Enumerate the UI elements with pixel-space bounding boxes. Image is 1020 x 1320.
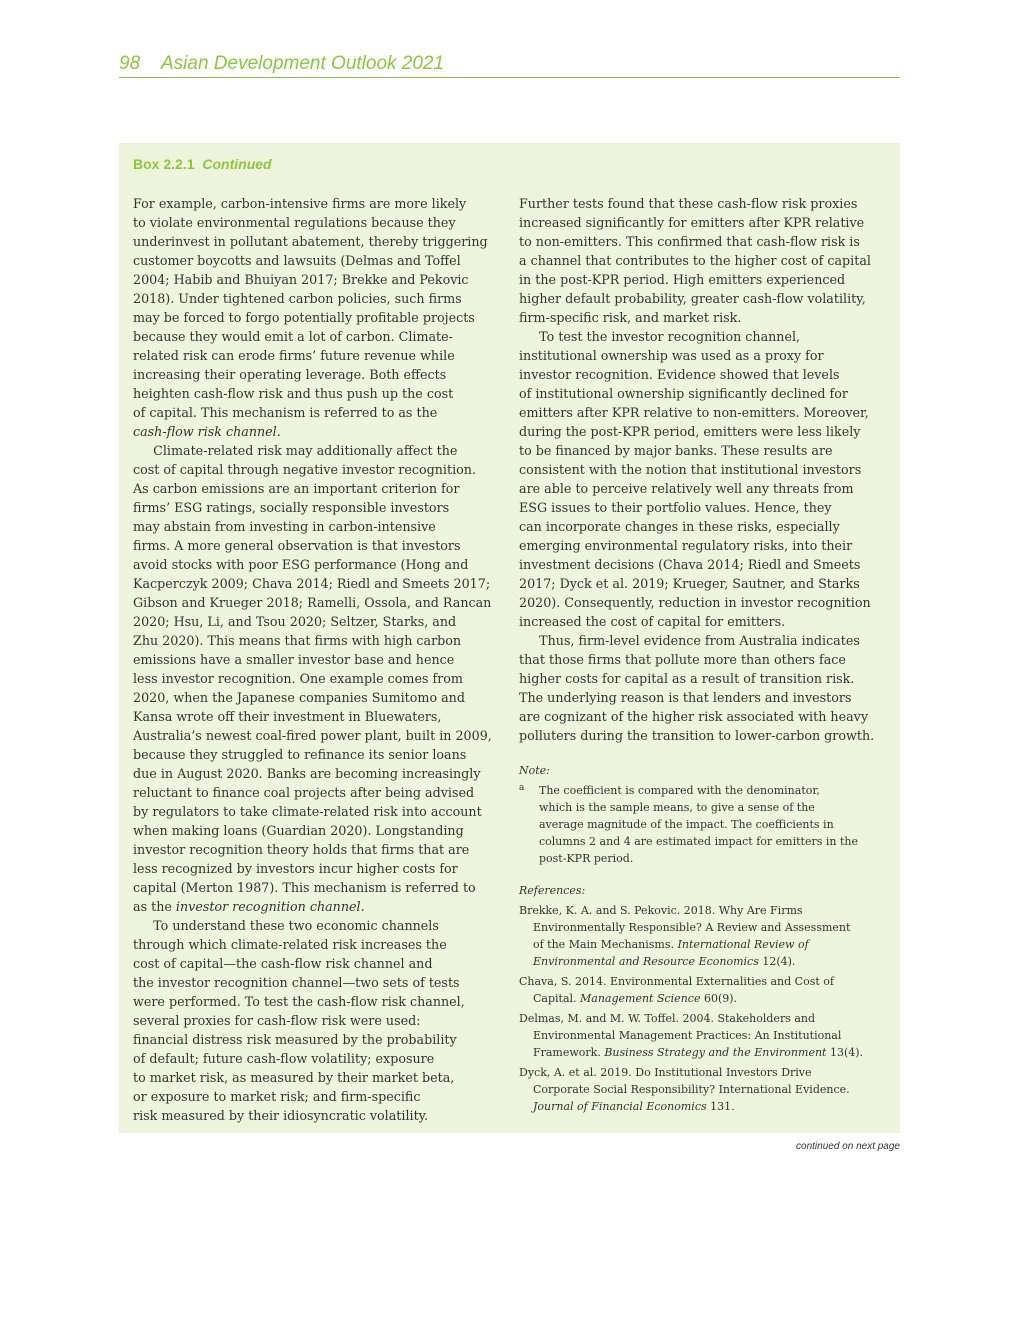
box-title	[133, 156, 272, 172]
footnote: a The coefficient is compared with the denominator, which is the sample means, to give a sense of the average magnitude of the impact. The coefficients in columns 2 and 4 are estimated impact for emitters in the post-KPR period.	[519, 782, 889, 867]
paragraph: For example, carbon-intensive firms are more likely to violate environmental regulations because they underinvest in pollutant abatement, thereby triggering customer boycotts and lawsuits (Delmas and Toffel 2004; Habib and Bhuiyan 2017; Brekke and Pekovic 2018). Under tightened carbon policies, such firms may be forced to forgo potentially profitable projects because they would emit a lot of carbon. Climate- related risk can erode firms’ future revenue while increasing their operating leverage. Both effects heighten cash-flow risk and thus push up the cost of capital. This mechanism is referred to as the cash-flow risk channel.	[133, 196, 488, 439]
reference-item: Dyck, A. et al. 2019. Do Institutional Investors Drive Corporate Social Responsibility? International Evidence. Journal of Financial Economics 131.	[519, 1066, 850, 1113]
paragraph: Climate-related risk may additionally affect the cost of capital through negative investor recognition. As carbon emissions are an important criterion for firms’ ESG ratings, socially responsible investors may abstain from investing in carbon-intensive firms. A more general observation is that investors avoid stocks with poor ESG performance (Hong and Kacperczyk 2009; Chava 2014; Riedl and Smeets 2017; Gibson and Krueger 2018; Ramelli, Ossola, and Rancan 2020; Hsu, Li, and Tsou 2020; Seltzer, Starks, and Zhu 2020). This means that firms with high carbon emissions have a smaller investor base and hence less investor recognition. One example comes from 2020, when the Japanese companies Sumitomo and Kansa wrote off their investment in Bluewaters, Australia’s newest coal-fired power plant, built in 2009, because they struggled to refinance its senior loans due in August 2020. Banks are becoming increasingly reluctant to finance coal projects after being advised by regulators to take climate-related risk into account when making loans (Guardian 2020). Longstanding investor recognition theory holds that firms that are less recognized by investors incur higher costs for capital (Merton 1987). This mechanism is referred to as the investor recognition channel.	[133, 443, 492, 914]
right-column	[519, 194, 889, 1115]
reference-item: Brekke, K. A. and S. Pekovic. 2018. Why Are Firms Environmentally Responsible? A Review and Assessment of the Main Mechanisms. International Review of Environmental and Resource Economics 12(4).	[519, 904, 851, 968]
box-status: Continued	[202, 156, 272, 172]
running-header	[119, 50, 900, 78]
note-heading: Note:	[519, 764, 550, 777]
continued-notice: continued on next page	[796, 1141, 900, 1152]
paragraph: Further tests found that these cash-flow risk proxies increased significantly for emitters after KPR relative to non-emitters. This confirmed that cash-flow risk is a channel that contributes to the higher cost of capital in the post-KPR period. High emitters experienced higher default probability, greater cash-flow volatility, firm-specific risk, and market risk.	[519, 196, 871, 325]
paragraph: Thus, firm-level evidence from Australia indicates that those firms that pollute more than others face higher costs for capital as a result of transition risk. The underlying reason is that lenders and investors are cognizant of the higher risk associated with heavy polluters during the transition to lower-carbon growth.	[519, 633, 875, 743]
paragraph: To understand these two economic channels through which climate-related risk increases the cost of capital—the cash-flow risk channel and the investor recognition channel—two sets of tests were performed. To test the cash-flow risk channel, several proxies for cash-flow risk were used: financial distress risk measured by the probability of default; future cash-flow volatility; exposure to market risk, as measured by their market beta, or exposure to market risk; and firm-specific risk measured by their idiosyncratic volatility.	[133, 918, 465, 1123]
paragraph: To test the investor recognition channel, institutional ownership was used as a proxy for investor recognition. Evidence showed that levels of institutional ownership significantly declined for emitters after KPR relative to non-emitters. Moreover, during the post-KPR period, emitters were less likely to be financed by major banks. These results are consistent with the notion that institutional investors are able to perceive relatively well any threats from ESG issues to their portfolio values. Hence, they can incorporate changes in these risks, especially emerging environmental regulatory risks, into their investment decisions (Chava 2014; Riedl and Smeets 2017; Dyck et al. 2019; Krueger, Sautner, and Starks 2020). Consequently, reduction in investor recognition increased the cost of capital for emitters.	[519, 329, 871, 629]
box-label: Box 2.2.1	[133, 156, 195, 172]
publication-title: Asian Development Outlook 2021	[161, 53, 445, 74]
left-column	[133, 194, 501, 1125]
footnote-marker: a	[519, 783, 525, 793]
reference-item: Delmas, M. and M. W. Toffel. 2004. Stakeholders and Environmental Management Practices: An Institutional Framework. Business Strategy and the Environment 13(4).	[519, 1012, 864, 1059]
references-heading: References:	[519, 884, 586, 897]
reference-item: Chava, S. 2014. Environmental Externalities and Cost of Capital. Management Science 60(9).	[519, 975, 834, 1005]
box-panel	[119, 143, 900, 1133]
page-number: 98	[119, 53, 141, 74]
